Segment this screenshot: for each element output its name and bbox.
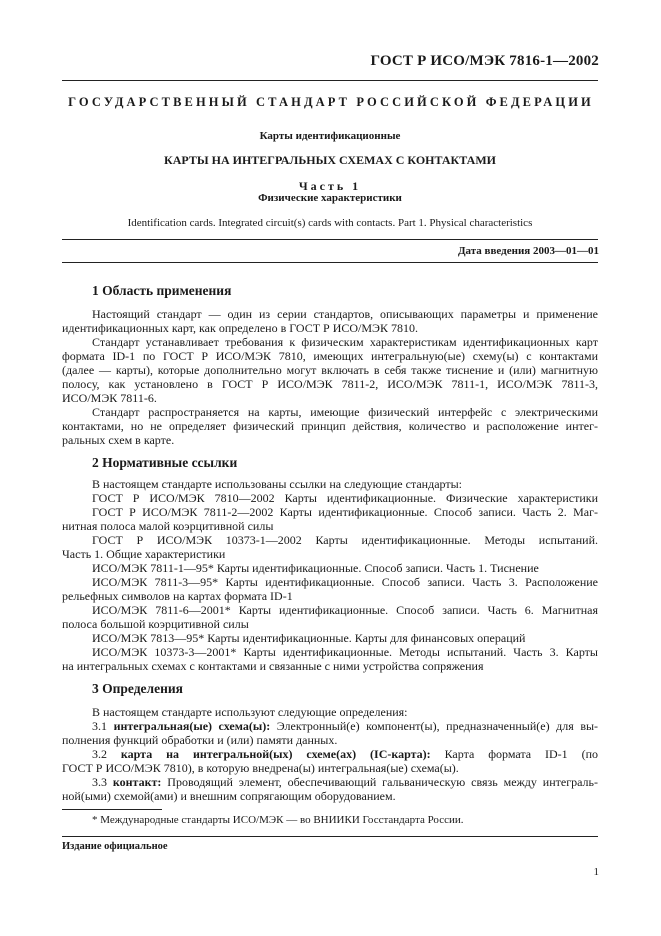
page-number: 1 <box>593 866 599 878</box>
paragraph-line: формата ID-1 по ГОСТ Р ИСО/МЭК 7810, имеющих интегральную(ые) схему(ы) с контактами <box>62 349 598 363</box>
reference-line: нитная полоса малой коэрцитивной силы <box>62 519 274 533</box>
edition-label: Издание официальное <box>62 841 168 852</box>
part-label: Часть 1 <box>298 179 362 193</box>
reference-line: ИСО/МЭК 7811-1—95* Карты идентификационные. Способ записи. Часть 1. Тиснение <box>92 561 539 575</box>
section-2-heading: 2 Нормативные ссылки <box>92 455 238 470</box>
reference-line: ИСО/МЭК 7811-3—95* Карты идентификационные. Способ записи. Часть 3. Расположение <box>92 575 598 589</box>
footnote-rule <box>62 809 162 810</box>
paragraph-line: ГОСТ Р ИСО/МЭК 7810), в которую внедрена(ы) интегральная(ые) схема(ы). <box>62 761 459 775</box>
paragraph-line: контактами, но не определяет физический принцип действия, количество и расположение интег- <box>62 419 598 433</box>
paragraph-line: идентификационных карт, как определено в ГОСТ Р ИСО/МЭК 7810. <box>62 321 418 335</box>
definition-number: 3.1 <box>92 719 107 733</box>
definition-term: карта на интегральной(ых) схеме(ах) (IC-карта): <box>120 747 431 761</box>
paragraph-line: В настоящем стандарте использованы ссылки на следующие стандарты: <box>92 477 463 491</box>
state-standard-title: ГОСУДАРСТВЕННЫЙ СТАНДАРТ РОССИЙСКОЙ ФЕДЕРАЦИИ <box>68 95 594 109</box>
definition-text: Электронный(е) компонент(ы), предназначенный(е) для вы- <box>276 719 599 733</box>
series-title: Карты идентификационные <box>259 130 401 142</box>
reference-line: ГОСТ Р ИСО/МЭК 10373-1—2002 Карты идентификационные. Методы испытаний. <box>92 533 598 547</box>
paragraph-line: полнения функций обработки и (или) памяти данных. <box>62 733 338 747</box>
reference-line: ИСО/МЭК 7811-6—2001* Карты идентификационные. Способ записи. Часть 6. Магнитная <box>92 603 598 617</box>
reference-line: полоса большой коэрцитивной силы <box>62 617 249 631</box>
date-rule-bottom <box>62 262 598 263</box>
header-rule <box>62 80 598 81</box>
paragraph-line: Стандарт распространяется на карты, имеющие физический интерфейс с электрическими <box>92 405 598 419</box>
definition-text: Карта формата ID-1 (по <box>444 747 598 761</box>
paragraph-line: ральных схем в карте. <box>62 433 175 447</box>
main-title: КАРТЫ НА ИНТЕГРАЛЬНЫХ СХЕМАХ С КОНТАКТАМИ <box>164 153 496 167</box>
reference-line: на интегральных схемах с контактами и связанные с ними устройства сопряжения <box>62 659 484 673</box>
paragraph-line: Стандарт устанавливает требования к физическим характеристикам идентификационных карт <box>92 335 598 349</box>
document-id: ГОСТ Р ИСО/МЭК 7816-1—2002 <box>370 53 599 69</box>
paragraph-line: Настоящий стандарт — один из серии стандартов, описывающих параметры и применение <box>92 307 598 321</box>
english-title: Identification cards. Integrated circuit(s) cards with contacts. Part 1. Physical characteristics <box>127 217 533 229</box>
reference-line: ИСО/МЭК 7813—95* Карты идентификационные. Карты для финансовых операций <box>92 631 526 645</box>
paragraph-line: ной(ыми) схемой(ами) и внешним сопрягающим оборудованием. <box>62 789 396 803</box>
definition-number: 3.2 <box>92 747 107 761</box>
paragraph-line: полосу, как установлено в ГОСТ Р ИСО/МЭК 7811-2, ИСО/МЭК 7811-1, ИСО/МЭК 7811-3, <box>62 377 598 391</box>
paragraph-line: В настоящем стандарте используют следующие определения: <box>92 705 408 719</box>
reference-line: рельефных символов на картах формата ID-1 <box>62 589 293 603</box>
definition-text: Проводящий элемент, обеспечивающий гальваническую связь между интеграль- <box>167 775 599 789</box>
footer-rule <box>62 836 598 837</box>
paragraph-line: ИСО/МЭК 7811-6. <box>62 391 157 405</box>
definition-term: интегральная(ые) схема(ы): <box>113 719 271 733</box>
part-subtitle: Физические характеристики <box>258 192 402 204</box>
definition-number: 3.3 <box>92 775 107 789</box>
section-1-heading: 1 Область применения <box>92 283 232 298</box>
footnote: * Международные стандарты ИСО/МЭК — во ВНИИКИ Госстандарта России. <box>92 814 464 826</box>
section-3-heading: 3 Определения <box>92 681 183 696</box>
reference-line: ГОСТ Р ИСО/МЭК 7810—2002 Карты идентификационные. Физические характеристики <box>92 491 598 505</box>
reference-line: ГОСТ Р ИСО/МЭК 7811-2—2002 Карты идентификационные. Способ записи. Часть 2. Маг- <box>92 505 598 519</box>
date-rule <box>62 239 598 240</box>
reference-line: Часть 1. Общие характеристики <box>62 547 226 561</box>
introduction-date: Дата введения 2003—01—01 <box>457 245 599 257</box>
definition-term: контакт: <box>112 775 162 789</box>
reference-line: ИСО/МЭК 10373-3—2001* Карты идентификационные. Методы испытаний. Часть 3. Карты <box>92 645 598 659</box>
paragraph-line: (далее — карты), которые дополнительно могут включать в себя также тиснение и (или) магнитную <box>62 363 598 377</box>
